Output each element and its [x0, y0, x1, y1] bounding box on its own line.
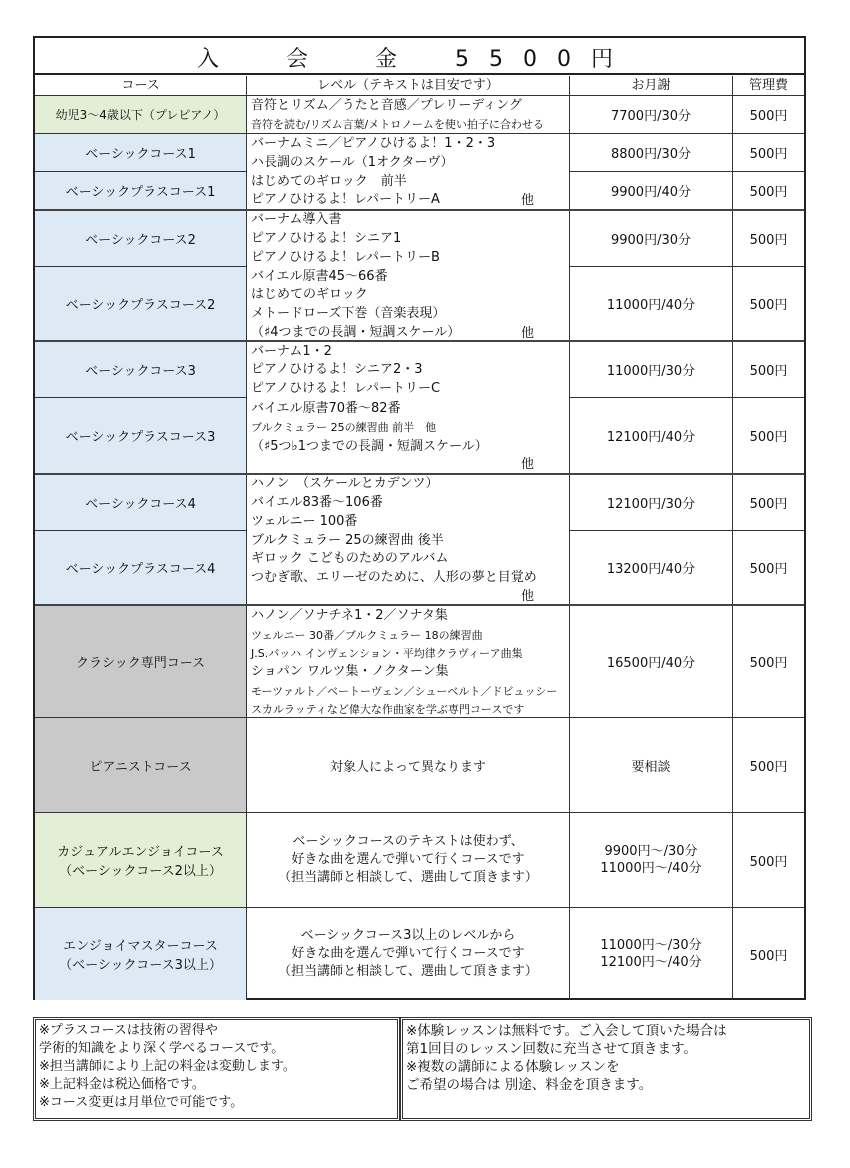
note-line: ※プラスコースは技術の習得や: [39, 1023, 218, 1038]
course-casual-enjoy-title: カジュアルエンジョイコース: [57, 845, 224, 860]
price-bp2: 11000円/40分: [570, 267, 733, 341]
level-text: ハ長調のスケール（1オクターヴ）: [251, 155, 454, 170]
price-bp1: 9900円/40分: [570, 172, 733, 210]
level-text: メトードローズ下巻（音楽表現）: [251, 306, 446, 321]
level-master-line: （担当講師と相談して、選曲して頂きます）: [278, 964, 538, 979]
level-text: バイエル83番～106番: [251, 495, 383, 510]
price-classic: 16500円/40分: [570, 605, 733, 718]
level-text: ピアノひけるよ！シニア1: [251, 231, 402, 246]
level-text: ショパン ワルツ集・ノクターン集: [251, 664, 449, 679]
level-pianist: 対象人によって異なります: [247, 718, 570, 813]
header-fee: 管理費: [733, 76, 804, 96]
level-casual-line: 好きな曲を選んで弾いて行くコースです: [291, 852, 525, 867]
level-casual-line: ベーシックコースのテキストは使わず、: [292, 834, 524, 849]
title-label: 入 会 金: [197, 47, 427, 72]
level-text: 音符を読む/リズム言葉/メトロノームを使い拍子に合わせる: [251, 118, 544, 131]
fee-bp1: 500円: [733, 172, 804, 210]
level-casual-line: （担当講師と相談して、選曲して頂きます）: [278, 870, 538, 885]
fee-bp3: 500円: [733, 398, 804, 474]
note-line: 第1回目のレッスン回数に充当させて頂きます。: [406, 1041, 697, 1057]
level-text: ピアノひけるよ！レパートリーB: [251, 250, 440, 265]
course-basic-4: ベーシックコース4: [35, 474, 247, 531]
level-text: ピアノひけるよ！シニア2・3: [251, 362, 423, 377]
level-text: バイエル原書70番～82番: [251, 401, 401, 416]
level-text: J.S.バッハ インヴェンション・平均律クラヴィーア曲集: [251, 647, 523, 660]
group-divider: [35, 604, 804, 606]
level-etc: 他: [521, 193, 535, 208]
fee-pre: 500円: [733, 96, 804, 134]
course-basic-plus-4: ベーシックプラスコース4: [35, 531, 247, 605]
course-basic-plus-2: ベーシックプラスコース2: [35, 267, 247, 341]
enrollment-fee-title: [35, 38, 804, 75]
course-pianist: ピアニストコース: [35, 718, 247, 813]
fee-b1: 500円: [733, 134, 804, 172]
price-b2: 9900円/30分: [570, 210, 733, 267]
level-text: モーツァルト／ベートーヴェン／シューベルト／ドビュッシー: [251, 685, 558, 698]
notes-right: [400, 1017, 812, 1121]
level-text: ハノン （スケールとカデンツ）: [251, 476, 439, 491]
level-text: バーナムミニ／ピアノひけるよ！1・2・3: [251, 136, 496, 151]
level-text: つむぎ歌、エリーゼのために、人形の夢と目覚め: [251, 570, 537, 585]
price-pianist: 要相談: [570, 718, 733, 813]
fee-b2: 500円: [733, 210, 804, 267]
fee-bp4: 500円: [733, 531, 804, 605]
level-text: スカルラッティなど偉大な作曲家を学ぶ専門コースです: [251, 703, 525, 716]
fee-enjoy-master: 500円: [749, 948, 788, 964]
fee-classic: 500円: [733, 605, 804, 718]
price-b1: 8800円/30分: [570, 134, 733, 172]
level-text: （♯5つ♭1つまでの長調・短調スケール）: [251, 439, 488, 454]
level-text: はじめてのギロック: [251, 287, 368, 302]
price-bp4: 13200円/40分: [570, 531, 733, 605]
note-line: 学術的知識をより深く学べるコースです。: [39, 1041, 285, 1056]
fee-pianist: 500円: [733, 718, 804, 813]
level-text: ツェルニー 100番: [251, 514, 358, 529]
price-enjoy-master: [570, 908, 733, 1000]
course-enjoy-master-title: エンジョイマスターコース: [63, 939, 218, 954]
note-line: ※複数の講師による体験レッスンを: [406, 1059, 620, 1075]
level-text: ピアノひけるよ！レパートリーC: [251, 381, 441, 396]
level-text: ブルクミュラー 25の練習曲 後半: [251, 533, 444, 548]
price-line: 11000円～/30分: [600, 938, 702, 953]
header-course: コース: [35, 76, 247, 96]
notes-left: [33, 1017, 400, 1121]
course-basic-plus-1: ベーシックプラスコース1: [35, 172, 247, 210]
level-text: ブルクミュラー 25の練習曲 前半 他: [251, 421, 437, 434]
course-basic-1: ベーシックコース1: [35, 134, 247, 172]
fee-casual-enjoy: 500円: [733, 813, 804, 908]
level-text: バーナム導入書: [251, 212, 342, 227]
level-text: バーナム1・2: [251, 344, 332, 359]
level-enjoy-master: [247, 908, 570, 1000]
course-enjoy-master: [35, 908, 247, 1000]
level-master-line: 好きな曲を選んで弾いて行くコースです: [291, 946, 525, 961]
level-text: 音符とリズム／うたと音感／プレリーディング: [251, 98, 522, 113]
course-basic-plus-3: ベーシックプラスコース3: [35, 398, 247, 474]
level-text: ギロック こどものためのアルバム: [251, 551, 449, 566]
note-line: ※上記料金は税込価格です。: [39, 1077, 205, 1092]
fee-b3: 500円: [733, 341, 804, 398]
group-divider: [35, 473, 804, 475]
price-line: 11000円～/40分: [600, 861, 702, 876]
price-casual-enjoy: [570, 813, 733, 908]
level-etc: 他: [521, 326, 535, 341]
price-line: 9900円～/30分: [604, 844, 698, 859]
group-divider: [35, 340, 804, 342]
course-basic-2: ベーシックコース2: [35, 210, 247, 267]
course-casual-enjoy: [35, 813, 247, 908]
note-line: ※担当講師により上記の料金は変動します。: [39, 1059, 296, 1074]
level-text: ピアノひけるよ！レパートリーA: [251, 192, 440, 207]
price-b3: 11000円/30分: [570, 341, 733, 398]
price-bp3: 12100円/40分: [570, 398, 733, 474]
level-master-line: ベーシックコース3以上のレベルから: [300, 928, 516, 943]
price-pre: 7700円/30分: [570, 96, 733, 134]
price-b4: 12100円/30分: [570, 474, 733, 531]
course-enjoy-master-sub: （ベーシックコース3以上）: [59, 958, 222, 973]
level-text: バイエル原書45～66番: [251, 269, 388, 284]
level-casual-enjoy: [247, 813, 570, 908]
note-line: ※体験レッスンは無料です。ご入会して頂いた場合は: [406, 1023, 727, 1039]
header-monthly: お月謝: [570, 76, 733, 96]
price-line: 12100円～/40分: [600, 955, 702, 970]
level-etc: 他: [521, 589, 535, 604]
level-text: ハノン／ソナチネ1・2／ソナタ集: [251, 608, 448, 623]
note-line: ご希望の場合は 別途、料金を頂きます。: [406, 1077, 653, 1093]
level-text: はじめてのギロック 前半: [251, 174, 407, 189]
level-text: （♯4つまでの長調・短調スケール）: [251, 325, 461, 340]
course-casual-enjoy-sub: （ベーシックコース2以上）: [59, 864, 222, 879]
course-pre-piano: 幼児3～4歳以下（プレピアノ）: [35, 96, 247, 134]
note-line: ※コース変更は月単位で可能です。: [39, 1095, 244, 1110]
level-text: ツェルニー 30番／ブルクミュラー 18の練習曲: [251, 629, 483, 642]
title-amount: 5500円: [455, 47, 633, 72]
course-classic: クラシック専門コース: [35, 605, 247, 718]
fee-bp2: 500円: [733, 267, 804, 341]
header-level: レベル（テキストは目安です）: [247, 76, 570, 96]
course-basic-3: ベーシックコース3: [35, 341, 247, 398]
group-divider: [35, 209, 804, 211]
fee-b4: 500円: [733, 474, 804, 531]
level-etc: 他: [521, 457, 535, 472]
